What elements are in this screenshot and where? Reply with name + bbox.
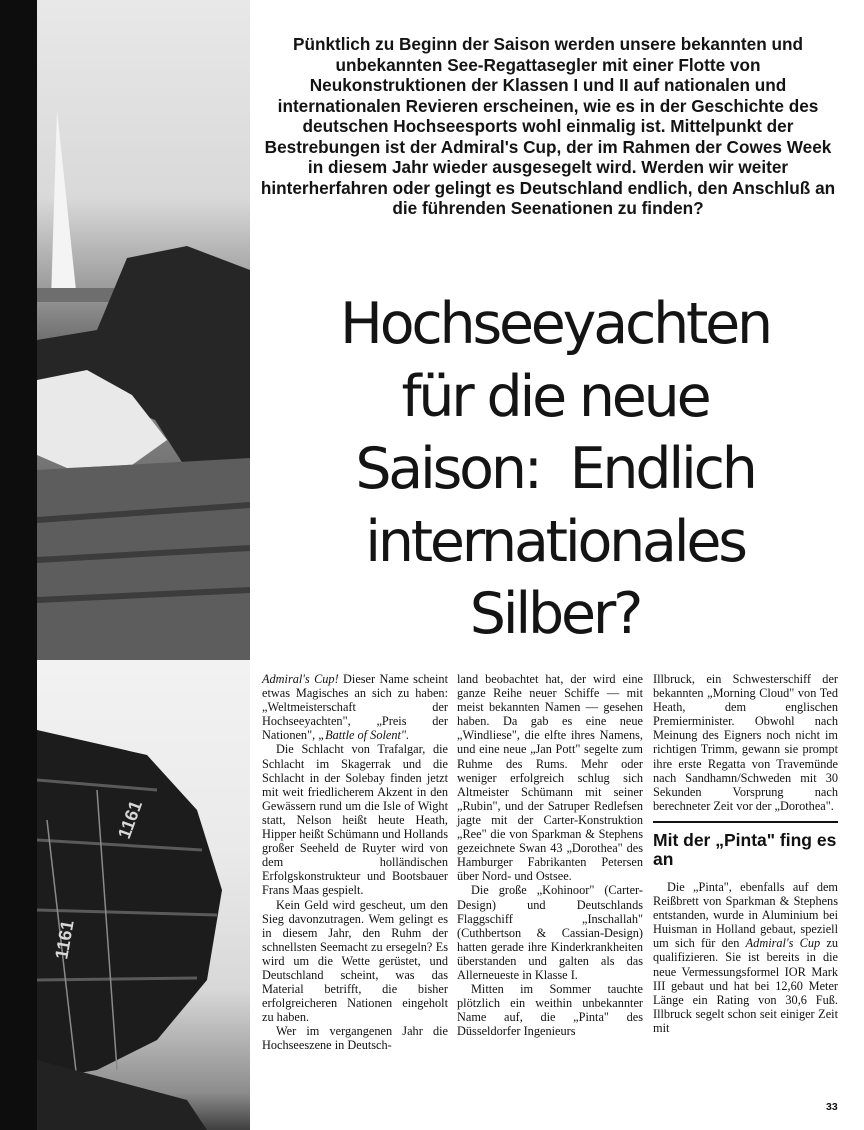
- article-paragraph: Admiral's Cup! Dieser Name scheint etwas Magisches an sich zu haben: „Weltmeisterschaft der Hochseeyachten", „Preis der Nationen", „Battle of Solent".: [262, 672, 449, 743]
- spinnaker-photo: [37, 660, 250, 1130]
- sailing-photo-top: [37, 0, 250, 660]
- article-column-3: [653, 672, 838, 1035]
- section-subhead: Mit der „Pinta" fing es an: [653, 821, 838, 870]
- article-paragraph: Illbruck, ein Schwesterschiff der bekannten „Morning Cloud" von Ted Heath, dem englischen Premierminister. Obwohl nach Meinung des Eigners noch nicht im richtigen Trimm, gewann sie prompt ihre erste Regatta von Travemünde nach Sandhamn/Schweden mit 30 Sekunden Vorsprung nach berechneter Zeit vor der „Dorothea".: [653, 672, 838, 813]
- article-paragraph: Mitten im Sommer tauchte plötzlich ein weithin unbekannter Name auf, die „Pinta" des Düsseldorfer Ingenieurs: [457, 982, 643, 1039]
- sail-number-2: 1161: [51, 918, 78, 961]
- intro-paragraph: Pünktlich zu Beginn der Saison werden unsere bekannten und unbekannten See-Regattasegler mit einer Flotte von Neukonstruktionen der Klassen I und II auf nationalen und internationalen Revieren erscheinen, wie es in der Geschichte des deutschen Hochseesports wohl einmalig ist. Mittelpunkt der Bestrebungen ist der Admiral's Cup, der im Rahmen der Cowes Week in diesem Jahr wieder ausgesegelt wird. Werden wir weiter hinterherfahren oder gelingt es Deutschland endlich, den Anschluß an die führenden Seenationen zu finden?: [260, 34, 836, 218]
- headline-line-4: internationales: [365, 508, 745, 575]
- headline-line-1: Hochseeyachten: [340, 291, 770, 357]
- headline: [300, 288, 810, 651]
- article-paragraph: Wer im vergangenen Jahr die Hochseeszene in Deutsch-: [262, 1024, 448, 1053]
- article-paragraph: Kein Geld wird gescheut, um den Sieg davonzutragen. Wem gelingt es in diesem Jahr, den Ruhm der schnellsten Seemacht zu ersegeln? Es wird um die Wette gerüstet, und Deutschland scheint, was das Material betrifft, die bisher erfolgreicheren Nationen eingeholt zu haben.: [262, 897, 448, 1025]
- headline-line-5: Silber?: [469, 581, 641, 647]
- article-paragraph: land beobachtet hat, der wird eine ganze Reihe neuer Schiffe — mit meist bekannten Namen — gesehen haben. Da gab es eine neue „Windliese", die elfte ihres Namens, und eine neue „Jan Pott" segelte zum Ruhme des Rums. Mehr oder weniger erfolgreich schlug sich Altmeister Schümann mit seiner „Rubin", und der Satruper Redlefsen jagte mit der Carter-Konstruktion „Ree" die von Sparkman & Stephens gezeichnete Swan 43 „Dorothea" des Hamburger Fabrikanten Petersen über Nord- und Ostsee.: [457, 672, 643, 884]
- article-column-1: [262, 672, 448, 1053]
- article-paragraph: Die große „Kohinoor" (Carter-Design) und Deutschlands Flaggschiff „Inschallah" (Cuthbertson & Cassian-Design) hatten gerade ihre Kinderkrankheiten überstanden und galten als das Allerneueste in Klasse I.: [457, 883, 643, 982]
- article-paragraph: Die „Pinta", ebenfalls auf dem Reißbrett von Sparkman & Stephens entstanden, wurde in Aluminium bei Huisman in Holland gebaut, speziell um sich für den Admiral's Cup zu qualifizieren. Sie ist bereits in die neue Vermessungsformel IOR Mark III gebaut und hat bei 12,60 Meter Länge ein Rating von 30,6 Fuß. Illbruck segelt schon seit einiger Zeit mit: [653, 879, 839, 1035]
- headline-line-2: für die neue: [401, 363, 709, 430]
- headline-line-3: Saison: Endlich: [355, 436, 755, 502]
- page-number: 33: [826, 1101, 838, 1113]
- article-column-2: [457, 672, 643, 1038]
- article-paragraph: Die Schlacht von Trafalgar, die Schlacht im Skagerrak und die Schlacht in der Solebay finden jetzt mit weit friedlicherem Akzent in den Gewässern rund um die Isle of Wight statt, Nelson heißt heute Heath, Hipper heißt Schümann und Hollands großer Seeheld de Ruyter wird von dem holländischen Erfolgskonstrukteur und Bootsbauer Frans Maas gespielt.: [262, 742, 448, 898]
- left-black-bar: [0, 0, 37, 1130]
- sail-number: 1161: [113, 797, 147, 842]
